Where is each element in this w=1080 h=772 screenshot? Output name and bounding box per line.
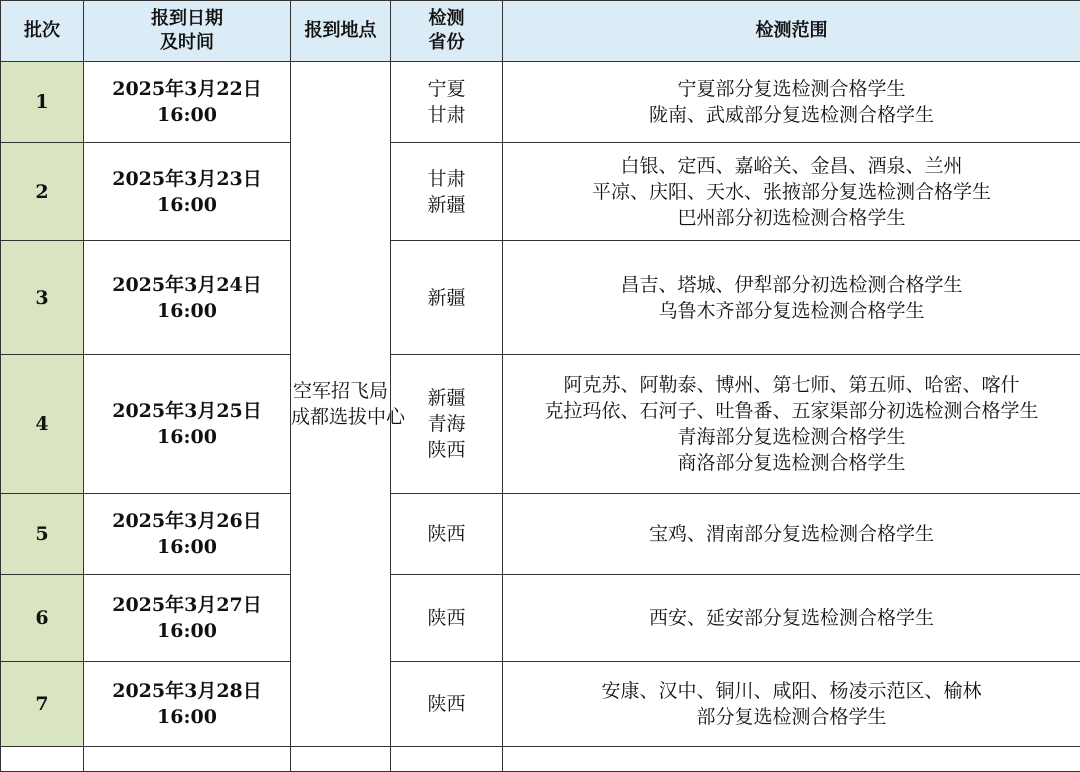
province-cell xyxy=(391,355,503,494)
batch-cell: 2 xyxy=(1,143,84,241)
empty-cell xyxy=(84,747,291,772)
empty-cell xyxy=(503,747,1080,772)
header-province xyxy=(391,1,503,62)
report-date: 2025年3月24日 xyxy=(84,272,290,298)
batch-cell: 3 xyxy=(1,241,84,355)
scope-line: 巴州部分初选检测合格学生 xyxy=(503,205,1080,231)
province-name: 宁夏 xyxy=(391,76,502,102)
scope-cell xyxy=(503,241,1080,355)
province-name: 陕西 xyxy=(391,437,502,463)
table-row xyxy=(1,143,1080,241)
scope-line: 商洛部分复选检测合格学生 xyxy=(503,450,1080,476)
header-scope: 检测范围 xyxy=(503,1,1080,62)
location-cell xyxy=(291,62,391,747)
report-date: 2025年3月26日 xyxy=(84,508,290,534)
province-cell xyxy=(391,494,503,575)
empty-cell xyxy=(1,747,84,772)
scope-cell xyxy=(503,355,1080,494)
province-name: 甘肃 xyxy=(391,102,502,128)
empty-cell xyxy=(291,747,391,772)
scope-cell xyxy=(503,143,1080,241)
report-time: 16:00 xyxy=(84,298,290,324)
header-location: 报到地点 xyxy=(291,1,391,62)
province-name: 青海 xyxy=(391,411,502,437)
scope-cell xyxy=(503,62,1080,143)
table-row xyxy=(1,241,1080,355)
scope-line: 安康、汉中、铜川、咸阳、杨凌示范区、榆林 xyxy=(503,678,1080,704)
report-time: 16:00 xyxy=(84,534,290,560)
province-name: 陕西 xyxy=(391,691,502,717)
batch-cell: 5 xyxy=(1,494,84,575)
report-time: 16:00 xyxy=(84,192,290,218)
report-date: 2025年3月27日 xyxy=(84,592,290,618)
header-province-line2: 省份 xyxy=(391,31,502,55)
scope-line: 青海部分复选检测合格学生 xyxy=(503,424,1080,450)
header-date xyxy=(84,1,291,62)
date-cell xyxy=(84,575,291,662)
date-cell xyxy=(84,494,291,575)
date-cell xyxy=(84,662,291,747)
scope-line: 阿克苏、阿勒泰、博州、第七师、第五师、哈密、喀什 xyxy=(503,372,1080,398)
batch-cell: 7 xyxy=(1,662,84,747)
scope-line: 平凉、庆阳、天水、张掖部分复选检测合格学生 xyxy=(503,179,1080,205)
report-date: 2025年3月25日 xyxy=(84,398,290,424)
header-batch: 批次 xyxy=(1,1,84,62)
province-cell xyxy=(391,575,503,662)
batch-cell: 4 xyxy=(1,355,84,494)
scope-line: 西安、延安部分复选检测合格学生 xyxy=(503,605,1080,631)
province-name: 新疆 xyxy=(391,285,502,311)
province-cell xyxy=(391,62,503,143)
table-row xyxy=(1,575,1080,662)
location-line2: 成都选拔中心 xyxy=(291,404,390,430)
report-time: 16:00 xyxy=(84,424,290,450)
table-row xyxy=(1,662,1080,747)
date-cell xyxy=(84,62,291,143)
report-date: 2025年3月28日 xyxy=(84,678,290,704)
report-date: 2025年3月22日 xyxy=(84,76,290,102)
report-date: 2025年3月23日 xyxy=(84,166,290,192)
province-name: 甘肃 xyxy=(391,166,502,192)
header-province-line1: 检测 xyxy=(391,7,502,31)
batch-cell: 6 xyxy=(1,575,84,662)
location-line1: 空军招飞局 xyxy=(291,378,390,404)
scope-line: 白银、定西、嘉峪关、金昌、酒泉、兰州 xyxy=(503,153,1080,179)
header-row xyxy=(1,1,1080,62)
date-cell xyxy=(84,143,291,241)
scope-line: 昌吉、塔城、伊犁部分初选检测合格学生 xyxy=(503,272,1080,298)
scope-line: 陇南、武威部分复选检测合格学生 xyxy=(503,102,1080,128)
header-date-line2: 及时间 xyxy=(84,31,290,55)
table-body xyxy=(1,62,1080,772)
province-cell xyxy=(391,143,503,241)
table-row xyxy=(1,355,1080,494)
date-cell xyxy=(84,241,291,355)
province-name: 陕西 xyxy=(391,605,502,631)
scope-cell xyxy=(503,662,1080,747)
province-name: 新疆 xyxy=(391,385,502,411)
table-row xyxy=(1,494,1080,575)
report-time: 16:00 xyxy=(84,704,290,730)
table-row xyxy=(1,62,1080,143)
scope-line: 宝鸡、渭南部分复选检测合格学生 xyxy=(503,521,1080,547)
province-cell xyxy=(391,241,503,355)
scope-line: 克拉玛依、石河子、吐鲁番、五家渠部分初选检测合格学生 xyxy=(503,398,1080,424)
scope-line: 宁夏部分复选检测合格学生 xyxy=(503,76,1080,102)
scope-line: 乌鲁木齐部分复选检测合格学生 xyxy=(503,298,1080,324)
header-date-line1: 报到日期 xyxy=(84,7,290,31)
province-name: 新疆 xyxy=(391,192,502,218)
empty-cell xyxy=(391,747,503,772)
province-name: 陕西 xyxy=(391,521,502,547)
scope-cell xyxy=(503,575,1080,662)
batch-cell: 1 xyxy=(1,62,84,143)
report-time: 16:00 xyxy=(84,618,290,644)
scope-cell xyxy=(503,494,1080,575)
report-time: 16:00 xyxy=(84,102,290,128)
province-cell xyxy=(391,662,503,747)
scope-line: 部分复选检测合格学生 xyxy=(503,704,1080,730)
date-cell xyxy=(84,355,291,494)
empty-row xyxy=(1,747,1080,772)
